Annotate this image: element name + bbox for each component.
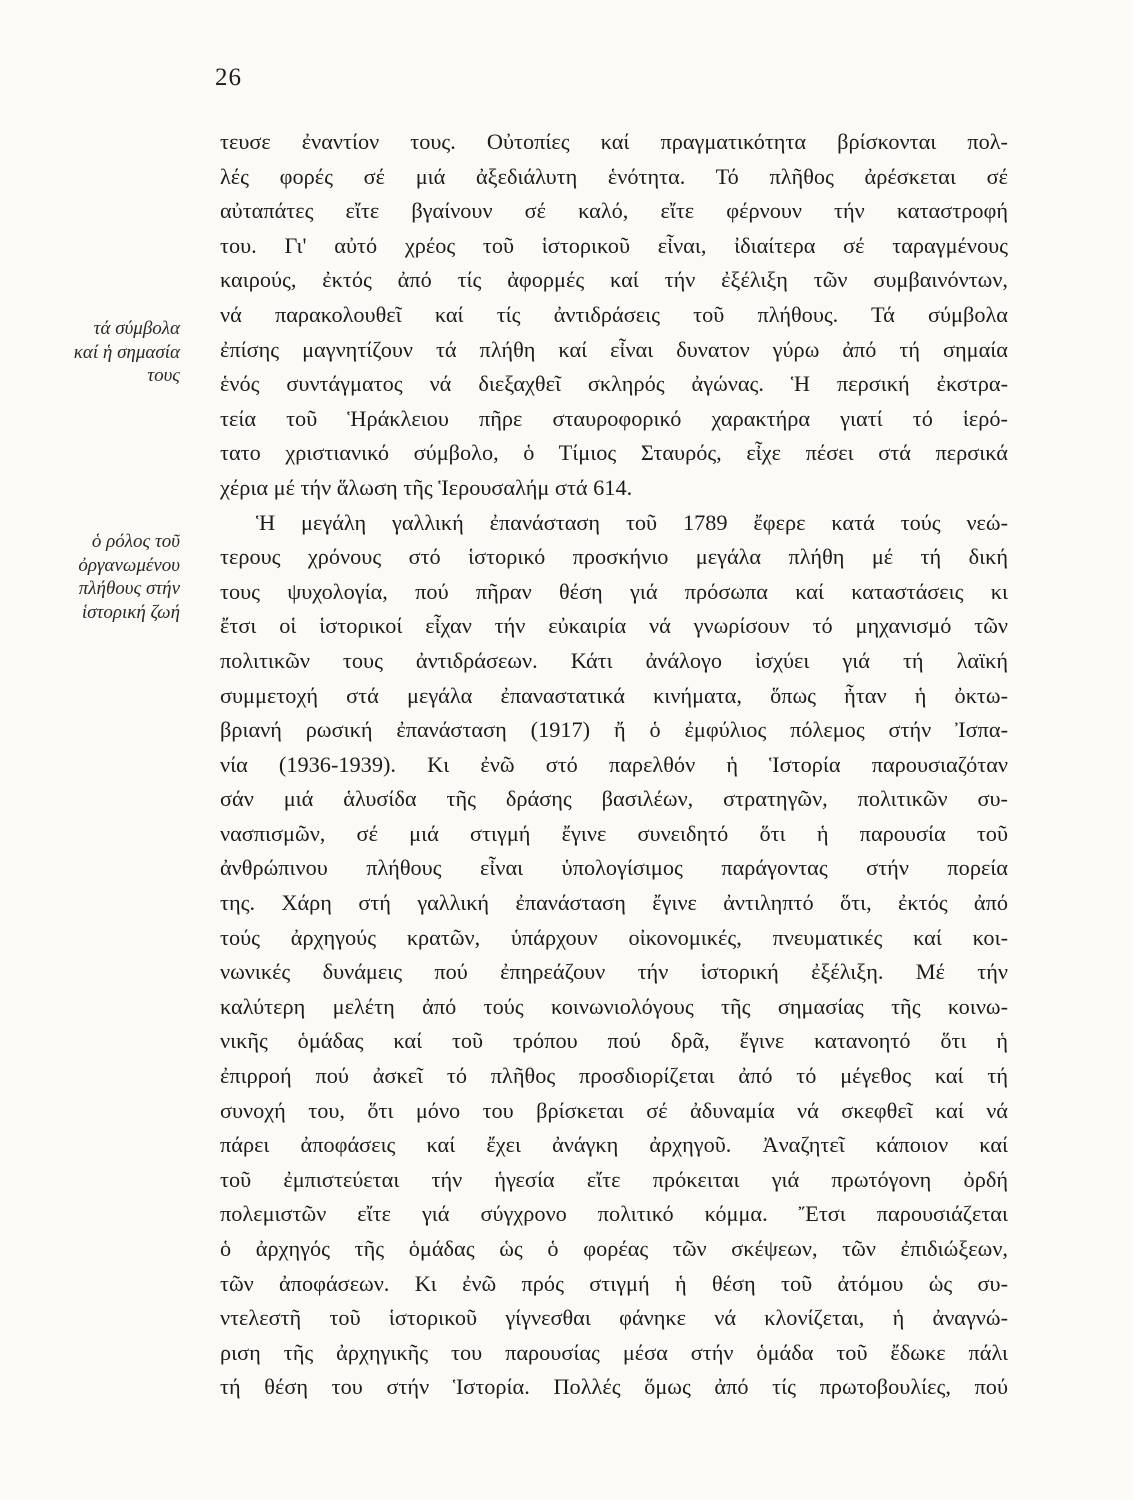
page-number: 26	[215, 64, 242, 91]
text-line: του. Γι' αὐτό χρέος τοῦ ἱστορικοῦ εἶναι, ἰδιαίτερα σέ ταραγμένους	[220, 232, 1008, 258]
margin-note-symbols	[40, 317, 180, 388]
text-line: τεία τοῦ Ἡράκλειου πῆρε σταυροφορικό χαρακτήρα γιατί τό ἱερό-	[220, 405, 1008, 431]
text-line: συνοχή του, ὅτι μόνο του βρίσκεται σέ ἀδυναμία νά σκεφθεῖ καί νά	[220, 1097, 1008, 1123]
margin-note-line: ἱστορική ζωή	[81, 601, 180, 623]
text-line: αὐταπάτες εἴτε βγαίνουν σέ καλό, εἴτε φέρνουν τήν καταστροφή	[220, 198, 1008, 224]
text-line: πάρει ἀποφάσεις καί ἔχει ἀνάγκη ἀρχηγοῦ. Ἀναζητεῖ κάποιον καί	[220, 1132, 1008, 1158]
text-line: πολιτικῶν τους ἀντιδράσεων. Κάτι ἀνάλογο ἰσχύει γιά τή λαϊκή	[220, 647, 1008, 673]
paragraph-2	[220, 506, 1008, 1405]
margin-note-line: ὀργανωμένου	[78, 554, 180, 576]
text-line: ὁ ἀρχηγός τῆς ὁμάδας ὡς ὁ φορέας τῶν σκέψεων, τῶν ἐπιδιώξεων,	[220, 1236, 1008, 1261]
paragraph-1	[220, 125, 1008, 506]
text-line: χέρια μέ τήν ἅλωση τῆς Ἱερουσαλήμ στά 614.	[220, 474, 633, 500]
text-line: νία (1936-1939). Κι ἐνῶ στό παρελθόν ἡ Ἱστορία παρουσιαζόταν	[220, 751, 1008, 777]
margin-note-line: καί ἡ σημασία	[73, 341, 180, 363]
text-line: Ἡ μεγάλη γαλλική ἐπανάσταση τοῦ 1789 ἔφερε κατά τούς νεώ-	[256, 509, 1008, 535]
text-line: τούς ἀρχηγούς κρατῶν, ὑπάρχουν οἰκονομικές, πνευματικές καί κοι-	[220, 924, 1008, 950]
text-line: ἔτσι οἱ ἱστορικοί εἶχαν τήν εὐκαιρία νά γνωρίσουν τό μηχανισμό τῶν	[220, 613, 1008, 639]
text-line: συμμετοχή στά μεγάλα ἐπαναστατικά κινήματα, ὅπως ἦταν ἡ ὀκτω-	[220, 682, 1008, 708]
text-line: καλύτερη μελέτη ἀπό τούς κοινωνιολόγους τῆς σημασίας τῆς κοινω-	[220, 993, 1008, 1019]
text-line: ριση τῆς ἀρχηγικῆς του παρουσίας μέσα στήν ὁμάδα τοῦ ἔδωκε πάλι	[220, 1339, 1008, 1365]
text-line: καιρούς, ἐκτός ἀπό τίς ἀφορμές καί τήν ἐξέλιξη τῶν συμβαινόντων,	[220, 267, 1008, 293]
text-line: νικῆς ὁμάδας καί τοῦ τρόπου πού δρᾶ, ἔγινε κατανοητό ὅτι ἡ	[220, 1028, 1008, 1054]
text-line: ἐπίσης μαγνητίζουν τά πλήθη καί εἶναι δυνατον γύρω ἀπό τή σημαία	[220, 336, 1008, 362]
text-line: σάν μιά ἁλυσίδα τῆς δράσης βασιλέων, στρατηγῶν, πολιτικῶν συ-	[220, 786, 1008, 812]
text-line: νά παρακολουθεῖ καί τίς ἀντιδράσεις τοῦ πλήθους. Τά σύμβολα	[220, 301, 1008, 327]
text-line: ντελεστῆ τοῦ ἱστορικοῦ γίγνεσθαι φάνηκε νά κλονίζεται, ἡ ἀναγνώ-	[220, 1305, 1008, 1331]
text-line: νωνικές δυνάμεις πού ἐπηρεάζουν τήν ἱστορική ἐξέλιξη. Μέ τήν	[220, 959, 1008, 985]
margin-note-line: πλήθους στήν	[78, 578, 180, 599]
body-text	[220, 125, 1008, 1405]
text-line: της. Χάρη στή γαλλική ἐπανάσταση ἔγινε ἀντιληπτό ὅτι, ἐκτός ἀπό	[220, 890, 1008, 916]
margin-note-line: τους	[147, 365, 180, 386]
margin-note-line: τά σύμβολα	[93, 318, 180, 339]
text-line: ἐπιρροή πού ἀσκεῖ τό πλῆθος προσδιορίζεται ἀπό τό μέγεθος καί τή	[220, 1063, 1008, 1089]
text-line: τῶν ἀποφάσεων. Κι ἐνῶ πρός στιγμή ἡ θέση τοῦ ἀτόμου ὡς συ-	[220, 1270, 1008, 1296]
text-line: τατο χριστιανικό σύμβολο, ὁ Τίμιος Σταυρός, εἶχε πέσει στά περσικά	[220, 440, 1008, 466]
text-line: πολεμιστῶν εἴτε γιά σύγχρονο πολιτικό κόμμα. Ἔτσι παρουσιάζεται	[220, 1201, 1008, 1227]
text-line: τους ψυχολογία, πού πῆραν θέση γιά πρόσωπα καί καταστάσεις κι	[220, 578, 1008, 604]
text-line: τευσε ἐναντίον τους. Οὐτοπίες καί πραγματικότητα βρίσκονται πολ-	[220, 129, 1008, 154]
text-line: τοῦ ἐμπιστεύεται τήν ἡγεσία εἴτε πρόκειται γιά πρωτόγονη ὀρδή	[220, 1166, 1008, 1192]
margin-note-line: ὁ ρόλος τοῦ	[91, 531, 180, 552]
text-line: ἑνός συντάγματος νά διεξαχθεῖ σκληρός ἀγώνας. Ἡ περσική ἐκστρα-	[220, 371, 1008, 397]
margin-note-crowd-role	[40, 530, 180, 624]
text-line: λές φορές σέ μιά ἀξεδιάλυτη ἑνότητα. Τό πλῆθος ἀρέσκεται σέ	[220, 163, 1008, 189]
text-line: ἀνθρώπινου πλήθους εἶναι ὑπολογίσιμος παράγοντας στήν πορεία	[220, 855, 1008, 881]
text-line: τερους χρόνους στό ἱστορικό προσκήνιο μεγάλα πλήθη μέ τή δική	[220, 544, 1008, 570]
text-line: νασπισμῶν, σέ μιά στιγμή ἔγινε συνειδητό ὅτι ἡ παρουσία τοῦ	[220, 820, 1008, 846]
text-line: τή θέση του στήν Ἱστορία. Πολλές ὅμως ἀπό τίς πρωτοβουλίες, πού	[220, 1374, 1008, 1400]
text-line: βριανή ρωσική ἐπανάσταση (1917) ἤ ὁ ἐμφύλιος πόλεμος στήν Ἰσπα-	[220, 717, 1008, 743]
